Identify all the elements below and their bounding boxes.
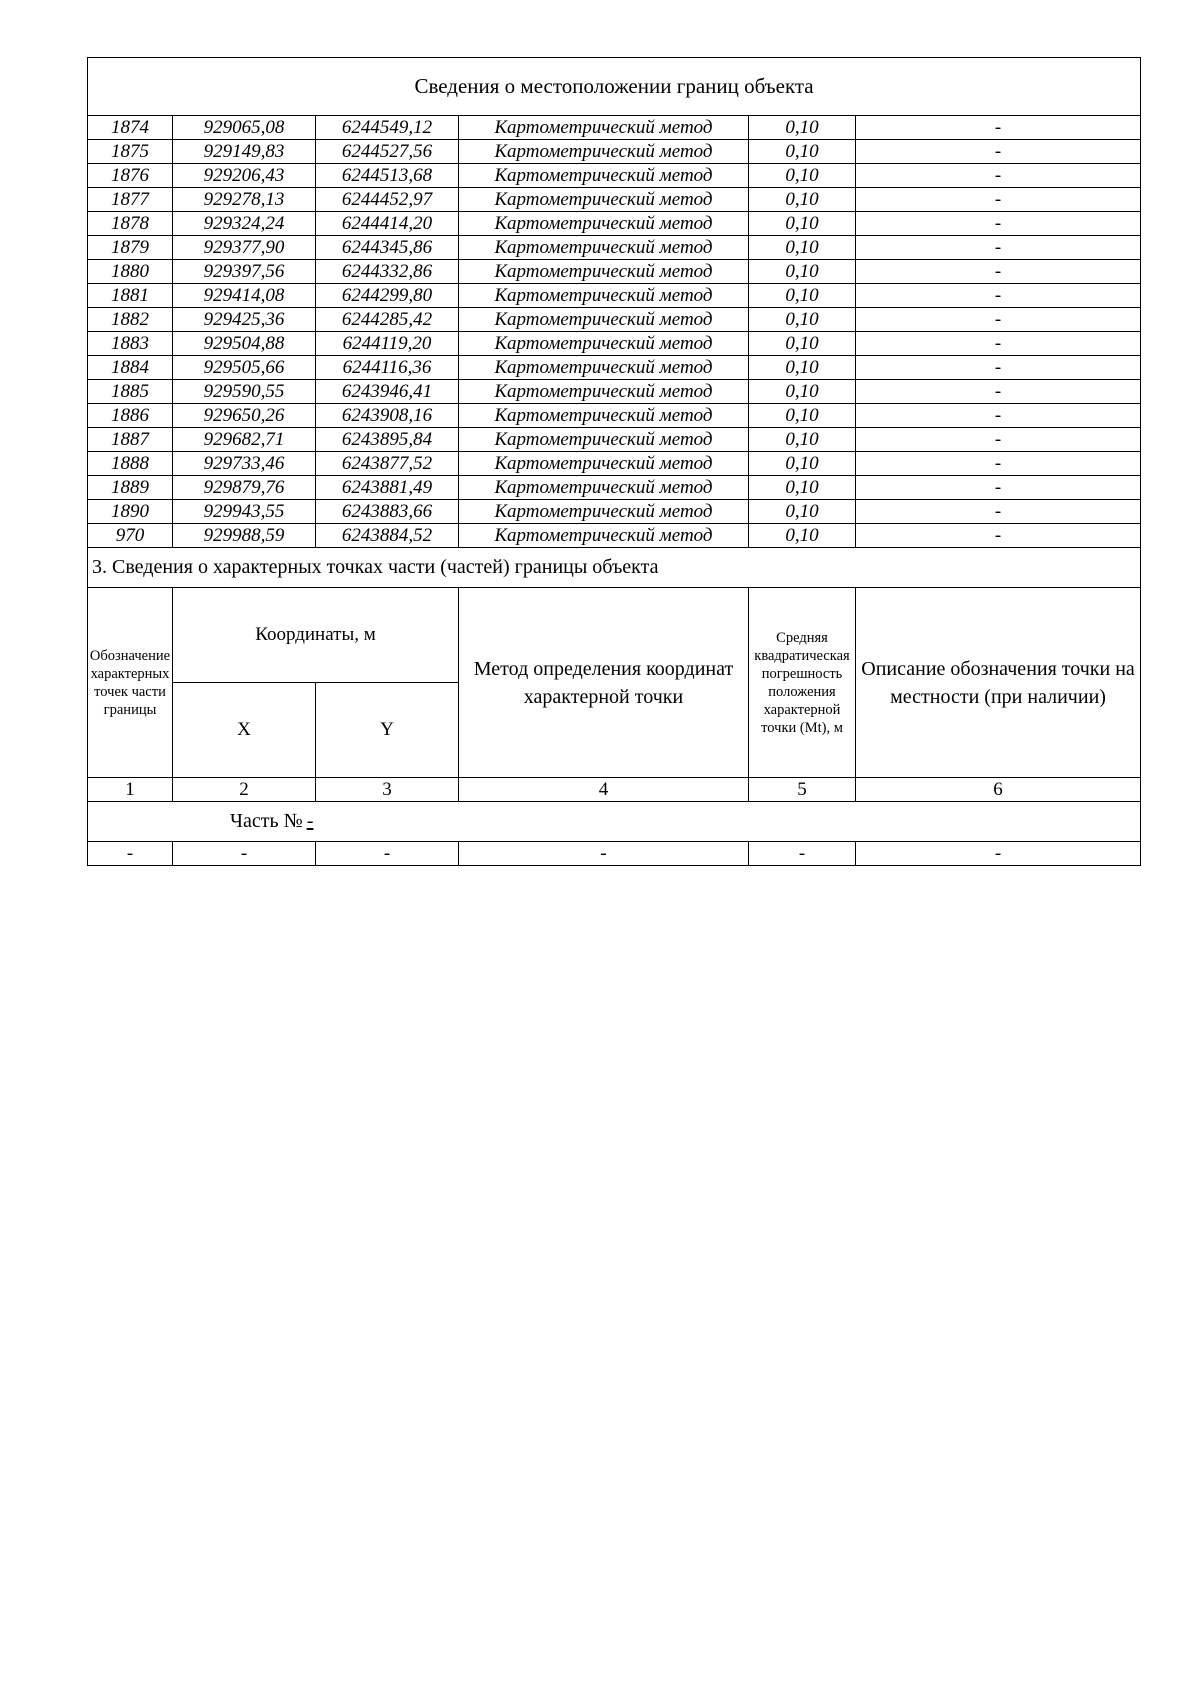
point-number-cell: 1890 <box>88 500 173 524</box>
column-number: 5 <box>749 778 856 802</box>
description-cell: - <box>856 380 1141 404</box>
description-cell: - <box>856 452 1141 476</box>
empty-cell: - <box>173 842 316 866</box>
coord-x-cell: 929682,71 <box>173 428 316 452</box>
table-row <box>88 524 1141 548</box>
coord-x-cell: 929943,55 <box>173 500 316 524</box>
part-cell <box>88 802 1141 842</box>
table-row <box>88 164 1141 188</box>
table-row <box>88 476 1141 500</box>
coord-x-cell: 929065,08 <box>173 116 316 140</box>
table-row <box>88 404 1141 428</box>
method-cell: Картометрический метод <box>459 308 749 332</box>
error-mt-cell: 0,10 <box>749 164 856 188</box>
data-rows <box>88 116 1141 548</box>
error-mt-cell: 0,10 <box>749 404 856 428</box>
description-cell: - <box>856 308 1141 332</box>
table-title-row <box>88 58 1141 116</box>
coord-x-cell: 929278,13 <box>173 188 316 212</box>
table-row <box>88 188 1141 212</box>
coord-y-cell: 6243884,52 <box>316 524 459 548</box>
method-cell: Картометрический метод <box>459 356 749 380</box>
coord-y-cell: 6244527,56 <box>316 140 459 164</box>
point-number-cell: 1878 <box>88 212 173 236</box>
method-cell: Картометрический метод <box>459 524 749 548</box>
empty-row <box>88 842 1141 866</box>
coord-y-cell: 6244285,42 <box>316 308 459 332</box>
point-number-cell: 1887 <box>88 428 173 452</box>
coord-x-cell: 929414,08 <box>173 284 316 308</box>
point-number-cell: 1886 <box>88 404 173 428</box>
description-cell: - <box>856 236 1141 260</box>
coord-x-cell: 929879,76 <box>173 476 316 500</box>
coord-y-cell: 6244452,97 <box>316 188 459 212</box>
point-number-cell: 1876 <box>88 164 173 188</box>
header-row-1 <box>88 588 1141 683</box>
coord-y-cell: 6243895,84 <box>316 428 459 452</box>
point-number-cell: 1884 <box>88 356 173 380</box>
description-cell: - <box>856 188 1141 212</box>
description-cell: - <box>856 212 1141 236</box>
coord-x-cell: 929377,90 <box>173 236 316 260</box>
error-mt-cell: 0,10 <box>749 140 856 164</box>
description-cell: - <box>856 404 1141 428</box>
column-numbers-row <box>88 778 1141 802</box>
coord-x-cell: 929149,83 <box>173 140 316 164</box>
table-row <box>88 212 1141 236</box>
table-row <box>88 236 1141 260</box>
description-cell: - <box>856 260 1141 284</box>
part-value: - <box>306 810 314 832</box>
point-number-cell: 1875 <box>88 140 173 164</box>
header-method: Метод определения координат характерной точки <box>459 588 749 778</box>
coord-y-cell: 6244116,36 <box>316 356 459 380</box>
method-cell: Картометрический метод <box>459 284 749 308</box>
table-row <box>88 500 1141 524</box>
description-cell: - <box>856 476 1141 500</box>
error-mt-cell: 0,10 <box>749 332 856 356</box>
description-cell: - <box>856 332 1141 356</box>
section3-title: 3. Сведения о характерных точках части (частей) границы объекта <box>88 548 1141 588</box>
coord-x-cell: 929425,36 <box>173 308 316 332</box>
table-row <box>88 308 1141 332</box>
coord-x-cell: 929397,56 <box>173 260 316 284</box>
point-number-cell: 1883 <box>88 332 173 356</box>
method-cell: Картометрический метод <box>459 428 749 452</box>
section3-title-row <box>88 548 1141 588</box>
point-number-cell: 1880 <box>88 260 173 284</box>
error-mt-cell: 0,10 <box>749 452 856 476</box>
method-cell: Картометрический метод <box>459 116 749 140</box>
description-cell: - <box>856 284 1141 308</box>
method-cell: Картометрический метод <box>459 500 749 524</box>
point-number-cell: 1881 <box>88 284 173 308</box>
error-mt-cell: 0,10 <box>749 260 856 284</box>
table-title: Сведения о местоположении границ объекта <box>88 58 1141 116</box>
table-row <box>88 380 1141 404</box>
column-number: 3 <box>316 778 459 802</box>
table-row <box>88 332 1141 356</box>
error-mt-cell: 0,10 <box>749 308 856 332</box>
error-mt-cell: 0,10 <box>749 188 856 212</box>
description-cell: - <box>856 140 1141 164</box>
error-mt-cell: 0,10 <box>749 284 856 308</box>
header-x: X <box>173 683 316 778</box>
coord-x-cell: 929988,59 <box>173 524 316 548</box>
description-cell: - <box>856 428 1141 452</box>
error-mt-cell: 0,10 <box>749 524 856 548</box>
coord-y-cell: 6244549,12 <box>316 116 459 140</box>
coord-y-cell: 6244119,20 <box>316 332 459 356</box>
method-cell: Картометрический метод <box>459 164 749 188</box>
error-mt-cell: 0,10 <box>749 236 856 260</box>
method-cell: Картометрический метод <box>459 212 749 236</box>
empty-cell: - <box>316 842 459 866</box>
description-cell: - <box>856 164 1141 188</box>
point-number-cell: 1874 <box>88 116 173 140</box>
table-row <box>88 140 1141 164</box>
coord-x-cell: 929733,46 <box>173 452 316 476</box>
coord-x-cell: 929206,43 <box>173 164 316 188</box>
coord-y-cell: 6243877,52 <box>316 452 459 476</box>
empty-cell: - <box>749 842 856 866</box>
empty-cell: - <box>88 842 173 866</box>
header-coordinates: Координаты, м <box>173 588 459 683</box>
point-number-cell: 970 <box>88 524 173 548</box>
point-number-cell: 1879 <box>88 236 173 260</box>
error-mt-cell: 0,10 <box>749 428 856 452</box>
method-cell: Картометрический метод <box>459 404 749 428</box>
coord-x-cell: 929590,55 <box>173 380 316 404</box>
point-number-cell: 1889 <box>88 476 173 500</box>
table-row <box>88 260 1141 284</box>
coord-x-cell: 929504,88 <box>173 332 316 356</box>
coord-x-cell: 929650,26 <box>173 404 316 428</box>
header-designation: Обозначение характерных точек части границы <box>88 588 173 778</box>
empty-cell: - <box>459 842 749 866</box>
boundary-table <box>87 57 1141 866</box>
coord-y-cell: 6244332,86 <box>316 260 459 284</box>
method-cell: Картометрический метод <box>459 452 749 476</box>
document-page <box>87 57 1140 866</box>
method-cell: Картометрический метод <box>459 380 749 404</box>
method-cell: Картометрический метод <box>459 332 749 356</box>
method-cell: Картометрический метод <box>459 140 749 164</box>
method-cell: Картометрический метод <box>459 260 749 284</box>
point-number-cell: 1882 <box>88 308 173 332</box>
coord-y-cell: 6244299,80 <box>316 284 459 308</box>
column-number: 4 <box>459 778 749 802</box>
description-cell: - <box>856 356 1141 380</box>
coord-y-cell: 6243908,16 <box>316 404 459 428</box>
coord-y-cell: 6244345,86 <box>316 236 459 260</box>
column-number: 1 <box>88 778 173 802</box>
coord-x-cell: 929505,66 <box>173 356 316 380</box>
coord-y-cell: 6244414,20 <box>316 212 459 236</box>
coord-y-cell: 6243881,49 <box>316 476 459 500</box>
error-mt-cell: 0,10 <box>749 116 856 140</box>
header-y: Y <box>316 683 459 778</box>
description-cell: - <box>856 500 1141 524</box>
coord-x-cell: 929324,24 <box>173 212 316 236</box>
coord-y-cell: 6243883,66 <box>316 500 459 524</box>
method-cell: Картометрический метод <box>459 188 749 212</box>
header-description: Описание обозначения точки на местности (при наличии) <box>856 588 1141 778</box>
point-number-cell: 1885 <box>88 380 173 404</box>
coord-y-cell: 6243946,41 <box>316 380 459 404</box>
point-number-cell: 1877 <box>88 188 173 212</box>
point-number-cell: 1888 <box>88 452 173 476</box>
method-cell: Картометрический метод <box>459 236 749 260</box>
column-number: 6 <box>856 778 1141 802</box>
error-mt-cell: 0,10 <box>749 380 856 404</box>
table-row <box>88 428 1141 452</box>
error-mt-cell: 0,10 <box>749 356 856 380</box>
part-label: Часть № <box>230 810 303 832</box>
part-row <box>88 802 1141 842</box>
coord-y-cell: 6244513,68 <box>316 164 459 188</box>
table-row <box>88 452 1141 476</box>
error-mt-cell: 0,10 <box>749 500 856 524</box>
table-row <box>88 284 1141 308</box>
method-cell: Картометрический метод <box>459 476 749 500</box>
description-cell: - <box>856 116 1141 140</box>
description-cell: - <box>856 524 1141 548</box>
error-mt-cell: 0,10 <box>749 212 856 236</box>
table-row <box>88 356 1141 380</box>
empty-cell: - <box>856 842 1141 866</box>
column-number: 2 <box>173 778 316 802</box>
error-mt-cell: 0,10 <box>749 476 856 500</box>
header-error: Средняя квадратическая погрешность положения характерной точки (Mt), м <box>749 588 856 778</box>
table-row <box>88 116 1141 140</box>
